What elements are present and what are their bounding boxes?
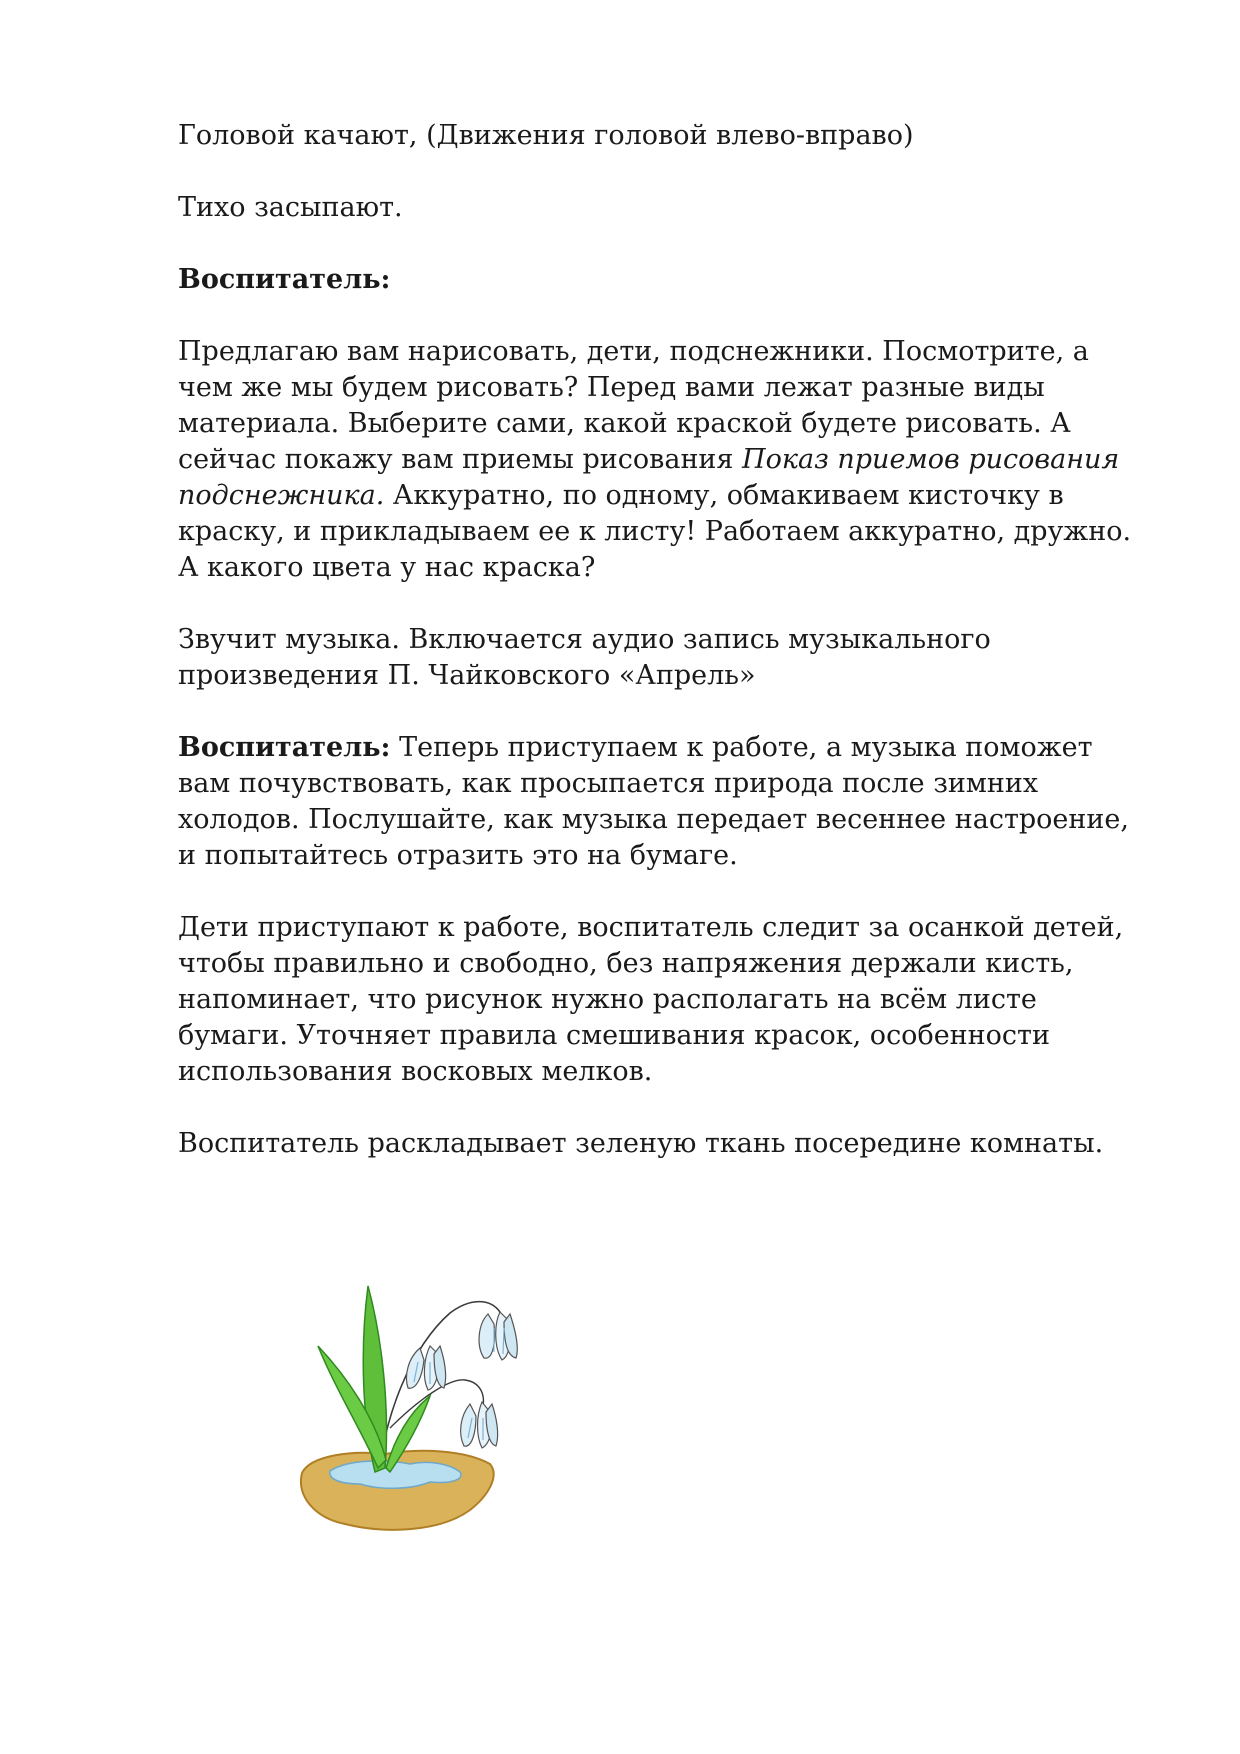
snowdrop-flower-top bbox=[479, 1312, 517, 1360]
teacher-speaker-label: Воспитатель: bbox=[178, 732, 391, 763]
snowdrop-illustration bbox=[290, 1228, 560, 1548]
paragraph-children-work: Дети приступают к работе, воспитатель следит за осанкой детей, чтобы правильно и свободно, без напряжения держали кисть, напоминает, что рисунок нужно располагать на всём листе бумаги. Уточняет правила смешивания красок, особенности использования восковых мелков. bbox=[178, 912, 1124, 1087]
paragraph-drawing-instructions bbox=[178, 334, 1138, 586]
paragraph-head-shaking: Головой качают, (Движения головой влево-вправо) bbox=[178, 120, 914, 151]
snowdrop-drawing-icon bbox=[290, 1228, 560, 1548]
snowdrop-flower-left bbox=[407, 1346, 446, 1390]
paragraph-falling-asleep: Тихо засыпают. bbox=[178, 192, 403, 223]
instructions-intro: Предлагаю вам нарисовать, дети, подснежники. Посмотрите, а чем же мы будем рисовать? Перед вами лежат разные виды материала. Выберите сами, какой краской будете рисовать. А сейчас покажу вам приемы рисования bbox=[178, 336, 1089, 475]
paragraph-green-cloth: Воспитатель раскладывает зеленую ткань посередине комнаты. bbox=[178, 1128, 1104, 1159]
teacher-speech-text: Теперь приступаем к работе, а музыка поможет вам почувствовать, как просыпается природа после зимних холодов. Послушайте, как музыка передает весеннее настроение, и попытайтесь отразить это на бумаге. bbox=[178, 732, 1129, 871]
paragraph-music: Звучит музыка. Включается аудио запись музыкального произведения П. Чайковского «Апрель» bbox=[178, 624, 991, 691]
instructions-stage-direction: Показ приемов рисования подснежника. bbox=[178, 444, 1120, 511]
snowdrop-flower-lower bbox=[461, 1402, 498, 1448]
instructions-rest: Аккуратно, по одному, обмакиваем кисточку в краску, и прикладываем ее к листу! Работаем аккуратно, дружно. А какого цвета у нас краска? bbox=[178, 480, 1132, 583]
document-body bbox=[178, 118, 1138, 1198]
speaker-heading: Воспитатель: bbox=[178, 264, 391, 295]
paragraph-teacher-speech bbox=[178, 730, 1138, 874]
